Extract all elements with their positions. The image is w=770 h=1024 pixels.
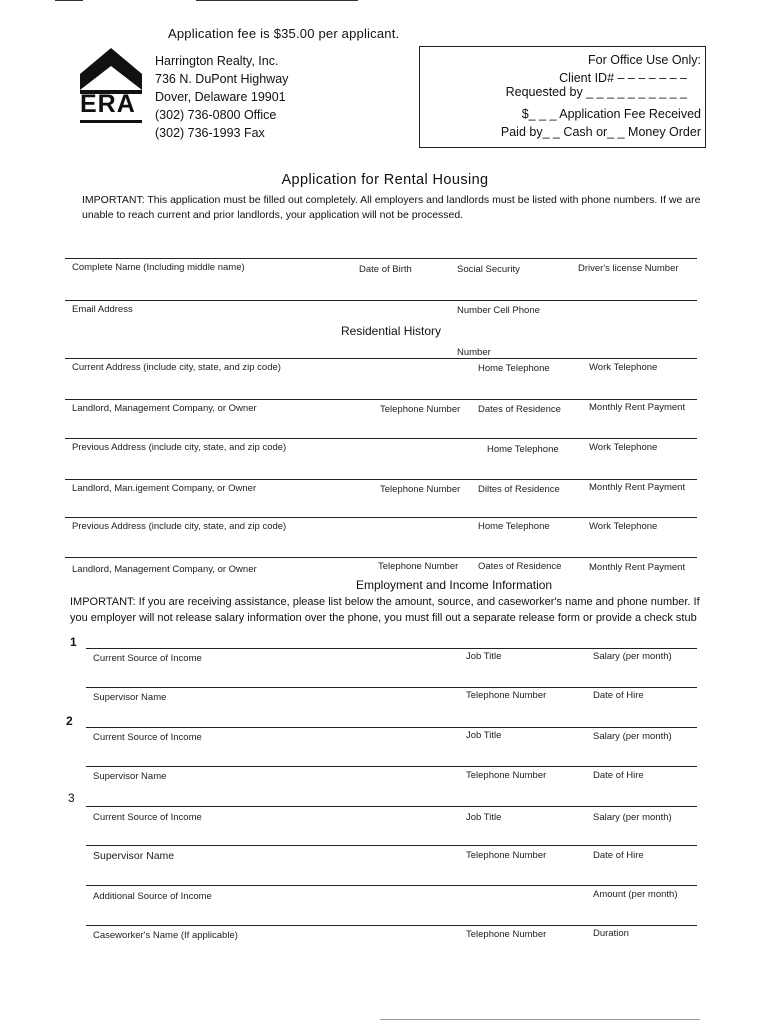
dates-residence-label-1: Dates of Residence — [478, 404, 561, 415]
current-source-label-1: Current Source of Income — [93, 653, 202, 664]
landlord-line-2[interactable] — [65, 479, 697, 480]
employment-heading: Employment and Income Information — [356, 578, 553, 592]
job-title-label-1: Job Title — [466, 651, 502, 662]
additional-income-label: Additional Source of Income — [93, 891, 212, 902]
complete-name-label: Complete Name (Including middle name) — [72, 262, 245, 273]
current-source-label-2: Current Source of Income — [93, 732, 202, 743]
dates-residence-label-3: Oates of Residence — [478, 561, 562, 572]
application-fee-notice: Application fee is $35.00 per applicant. — [168, 26, 400, 41]
hire-date-label-1: Date of Hire — [593, 690, 644, 701]
era-logo-text: ERA — [80, 90, 136, 118]
income-source-line-3[interactable] — [86, 806, 697, 807]
home-telephone-label: Home Telephone — [478, 363, 550, 374]
hire-date-label-2: Date of Hire — [593, 770, 644, 781]
supervisor-line-3[interactable] — [86, 845, 697, 846]
logo-underline — [80, 120, 142, 123]
era-logo — [78, 46, 144, 130]
cell-phone-label: Number Cell Phone — [457, 305, 540, 316]
additional-income-line[interactable] — [86, 885, 697, 886]
job-title-label-2: Job Title — [466, 730, 502, 741]
company-city: Dover, Delaware 19901 — [155, 90, 286, 104]
supervisor-label-3: Supervisor Name — [93, 850, 175, 862]
telephone-label-emp-2: Telephone Number — [466, 770, 547, 781]
telephone-number-label-1: Telephone Number — [380, 404, 461, 415]
application-fee-line[interactable]: $_ _ _ Application Fee Received — [521, 107, 701, 121]
important-notice-employment: IMPORTANT: If you are receiving assistance, please list below the amount, source, and caseworker's name and phone number. If you employer will not release salary information over the phone, you must fill out a separate release form or provide a check stub — [70, 596, 700, 624]
income-source-line-1[interactable] — [86, 648, 697, 649]
home-telephone-label-3: Home Telephone — [478, 521, 550, 532]
hire-date-label-3: Date of Hire — [593, 850, 644, 861]
number-label: Number — [457, 347, 491, 358]
work-telephone-label-3: Work Telephone — [589, 521, 658, 532]
name-line[interactable] — [65, 258, 697, 259]
home-telephone-label-2: Home Telephone — [487, 444, 559, 455]
job-title-label-3: Job Title — [466, 812, 502, 823]
office-use-heading: For Office Use Only: — [588, 53, 701, 67]
employer-number-1: 1 — [70, 635, 77, 649]
company-name: Harrington Realty, Inc. — [155, 54, 279, 68]
paid-by-line[interactable]: Paid by_ _ Cash or_ _ Money Order — [500, 125, 701, 139]
current-source-label-3: Current Source of Income — [93, 812, 202, 823]
previous-address-line-1[interactable] — [65, 438, 697, 439]
company-fax: (302) 736-1993 Fax — [155, 126, 265, 140]
caseworker-line[interactable] — [86, 925, 697, 926]
office-use-box — [419, 46, 706, 148]
important-notice-landlords: IMPORTANT: This application must be filled out completely. All employers and landlords must be listed with phone numbers. If we are unable to reach current and prior landlords, your application will not be processed. — [82, 194, 701, 221]
duration-label: Duration — [593, 928, 629, 939]
previous-address-label-1: Previous Address (include city, state, and zip code) — [72, 442, 287, 453]
caseworker-label: Caseworker's Name (If applicable) — [93, 930, 238, 941]
landlord-label-2: Landlord, Man.igement Company, or Owner — [72, 483, 257, 494]
requested-by-line[interactable]: Requested by _ _ _ _ _ _ _ _ _ _ — [505, 85, 687, 99]
company-address-block — [155, 52, 288, 142]
work-telephone-label: Work Telephone — [589, 362, 658, 373]
income-source-line-2[interactable] — [86, 727, 697, 728]
landlord-line-3[interactable] — [65, 557, 697, 558]
top-edge-line — [55, 0, 83, 1]
dates-residence-label-2: Diltes of Residence — [478, 484, 560, 495]
ssn-label: Social Security — [457, 264, 520, 275]
employer-number-3: 3 — [68, 791, 75, 805]
employer-number-2: 2 — [66, 714, 73, 728]
email-line[interactable] — [65, 300, 697, 301]
monthly-rent-label-3: Monthly Rent Payment — [589, 562, 686, 573]
salary-label-3: Salary (per month) — [593, 812, 672, 823]
landlord-label-3: Landlord, Management Company, or Owner — [72, 564, 257, 575]
landlord-line-1[interactable] — [65, 399, 697, 400]
bottom-edge-line — [380, 1019, 700, 1020]
salary-label-1: Salary (per month) — [593, 651, 672, 662]
top-edge-line — [196, 0, 358, 1]
telephone-label-emp-1: Telephone Number — [466, 690, 547, 701]
email-label: Email Address — [72, 304, 133, 315]
supervisor-line-1[interactable] — [86, 687, 697, 688]
landlord-label-1: Landlord, Management Company, or Owner — [72, 403, 257, 414]
form-title: Application for Rental Housing — [281, 172, 489, 188]
telephone-number-label-3: Telephone Number — [378, 561, 459, 572]
amount-label: Amount (per month) — [593, 889, 678, 900]
supervisor-line-2[interactable] — [86, 766, 697, 767]
monthly-rent-label-1: Monthly Rent Payment — [589, 402, 686, 413]
monthly-rent-label-2: Monthly Rent Payment — [589, 482, 686, 493]
supervisor-label-1: Supervisor Name — [93, 692, 167, 703]
telephone-number-label-2: Telephone Number — [380, 484, 461, 495]
current-address-line[interactable] — [65, 358, 697, 359]
company-street: 736 N. DuPont Highway — [155, 72, 289, 86]
caseworker-telephone-label: Telephone Number — [466, 929, 547, 940]
dob-label: Date of Birth — [359, 264, 412, 275]
client-id-line[interactable]: Client ID# ‒ ‒ ‒ ‒ ‒ ‒ ‒ — [559, 71, 687, 85]
supervisor-label-2: Supervisor Name — [93, 771, 167, 782]
license-label: Driver's license Number — [578, 263, 679, 274]
telephone-label-emp-3: Telephone Number — [466, 850, 547, 861]
previous-address-line-2[interactable] — [65, 517, 697, 518]
current-address-label: Current Address (include city, state, and zip code) — [72, 362, 281, 373]
salary-label-2: Salary (per month) — [593, 731, 672, 742]
company-office-phone: (302) 736-0800 Office — [155, 108, 277, 122]
residential-history-heading: Residential History — [341, 324, 442, 338]
previous-address-label-2: Previous Address (include city, state, and zip code) — [72, 521, 287, 532]
work-telephone-label-2: Work Telephone — [589, 442, 658, 453]
